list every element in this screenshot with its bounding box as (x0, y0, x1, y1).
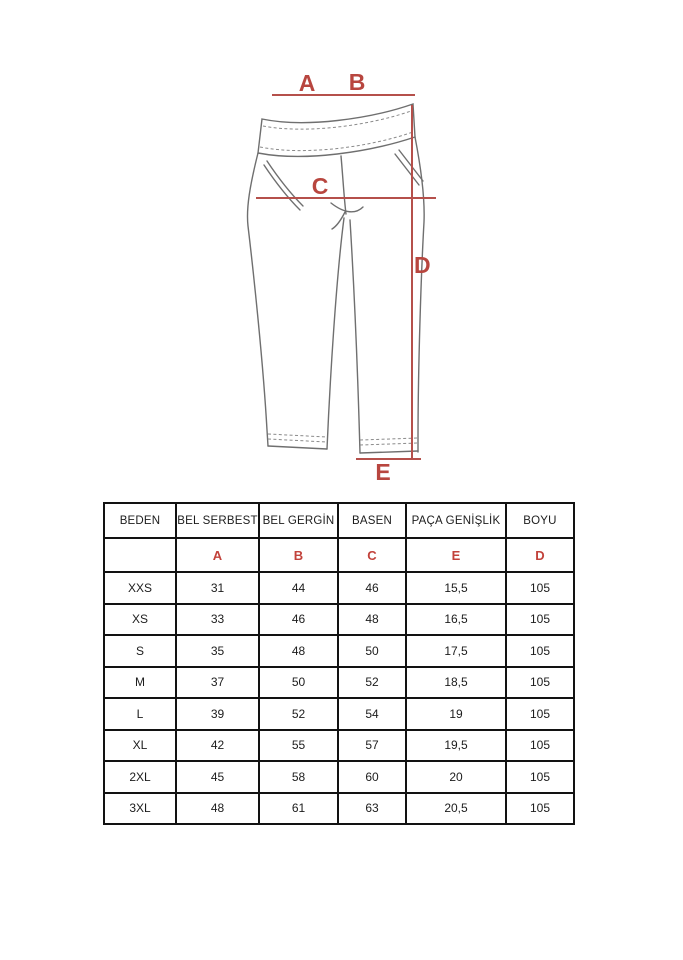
size-table-row (104, 572, 574, 604)
measurement-value-cell: 105 (506, 761, 574, 793)
measurement-value-cell: 54 (338, 698, 406, 730)
measurement-value-cell: 15,5 (406, 572, 506, 604)
measurement-value-cell: 105 (506, 635, 574, 667)
measurement-value-cell: 37 (176, 667, 259, 699)
header-basen: BASEN (338, 503, 406, 538)
measurement-label-b: B (348, 69, 366, 95)
measurement-value-cell: 48 (176, 793, 259, 825)
header-bel-serbest: BEL SERBEST (176, 503, 259, 538)
measurement-value-cell: 31 (176, 572, 259, 604)
header-bel-gergin: BEL GERGİN (259, 503, 338, 538)
measurement-value-cell: 16,5 (406, 604, 506, 636)
size-name-cell: M (104, 667, 176, 699)
measurement-value-cell: 52 (338, 667, 406, 699)
letter-cell-e: E (406, 538, 506, 572)
letter-cell-b: B (259, 538, 338, 572)
size-name-cell: S (104, 635, 176, 667)
measurement-value-cell: 61 (259, 793, 338, 825)
measurement-value-cell: 105 (506, 698, 574, 730)
letter-cell-a: A (176, 538, 259, 572)
measurement-value-cell: 105 (506, 730, 574, 762)
size-table-row (104, 667, 574, 699)
size-table-row (104, 730, 574, 762)
measurement-value-cell: 44 (259, 572, 338, 604)
size-table-header-row (104, 503, 574, 538)
size-table-row (104, 604, 574, 636)
measurement-value-cell: 57 (338, 730, 406, 762)
measurement-value-cell: 46 (338, 572, 406, 604)
measurement-value-cell: 42 (176, 730, 259, 762)
size-table-letter-row (104, 538, 574, 572)
measurement-value-cell: 46 (259, 604, 338, 636)
measurement-label-e: E (375, 459, 391, 485)
measurement-value-cell: 50 (338, 635, 406, 667)
measurement-value-cell: 45 (176, 761, 259, 793)
measurement-label-c: C (311, 173, 329, 199)
pants-outline (247, 104, 424, 453)
measurement-value-cell: 105 (506, 793, 574, 825)
letter-cell-c: C (338, 538, 406, 572)
size-name-cell: XS (104, 604, 176, 636)
measurement-value-cell: 33 (176, 604, 259, 636)
measurement-value-cell: 55 (259, 730, 338, 762)
measurement-value-cell: 52 (259, 698, 338, 730)
header-boyu: BOYU (506, 503, 574, 538)
measurement-value-cell: 50 (259, 667, 338, 699)
size-table-body (104, 572, 574, 824)
measurement-value-cell: 105 (506, 667, 574, 699)
header-paca-genislik: PAÇA GENİŞLİK (406, 503, 506, 538)
size-name-cell: L (104, 698, 176, 730)
letter-cell-empty (104, 538, 176, 572)
measurement-value-cell: 58 (259, 761, 338, 793)
measurement-value-cell: 19 (406, 698, 506, 730)
header-beden: BEDEN (104, 503, 176, 538)
measurement-value-cell: 105 (506, 604, 574, 636)
measurement-value-cell: 39 (176, 698, 259, 730)
measurement-value-cell: 48 (338, 604, 406, 636)
size-name-cell: XXS (104, 572, 176, 604)
measurement-value-cell: 60 (338, 761, 406, 793)
measurement-value-cell: 63 (338, 793, 406, 825)
size-table-row (104, 793, 574, 825)
measurement-value-cell: 20 (406, 761, 506, 793)
measurement-label-d: D (414, 252, 431, 278)
size-name-cell: XL (104, 730, 176, 762)
measurement-value-cell: 20,5 (406, 793, 506, 825)
size-table-row (104, 761, 574, 793)
size-table-row (104, 698, 574, 730)
measurement-value-cell: 35 (176, 635, 259, 667)
measurement-value-cell: 105 (506, 572, 574, 604)
measurement-label-a: A (298, 70, 316, 96)
measurement-value-cell: 48 (259, 635, 338, 667)
size-table-row (104, 635, 574, 667)
measurement-value-cell: 19,5 (406, 730, 506, 762)
letter-cell-d: D (506, 538, 574, 572)
measurement-value-cell: 17,5 (406, 635, 506, 667)
size-table (103, 502, 575, 825)
size-name-cell: 2XL (104, 761, 176, 793)
measurement-labels (299, 69, 431, 485)
size-name-cell: 3XL (104, 793, 176, 825)
measurement-value-cell: 18,5 (406, 667, 506, 699)
